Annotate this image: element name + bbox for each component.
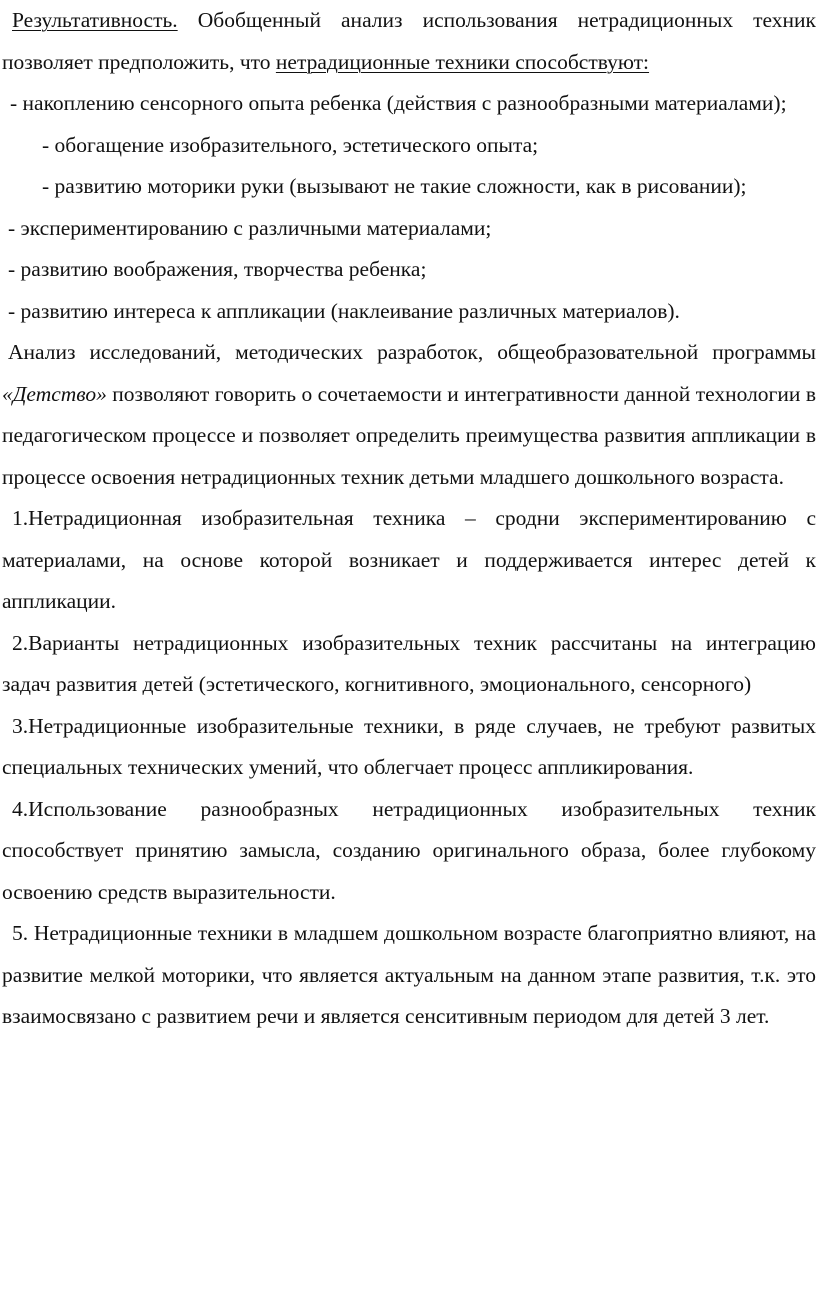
bullet-item: - развитию интереса к аппликации (наклеивание различных материалов). — [8, 298, 680, 323]
numbered-item: 2.Варианты нетрадиционных изобразительных техник рассчитаны на интеграцию задач развития детей (эстетического, когнитивного, эмоционального, сенсорного) — [2, 630, 816, 696]
numbered-item: 4.Использование разнообразных нетрадиционных изобразительных техник способствует принятию замысла, созданию оригинального образа, более глубокому освоению средств выразительности. — [2, 796, 816, 904]
numbered-item: 3.Нетрадиционные изобразительные техники, в ряде случаев, не требуют развитых специальных технических умений, что облегчает процесс аппликирования. — [2, 713, 816, 779]
results-heading: Результативность. — [12, 8, 178, 32]
program-name: «Детство» — [2, 381, 107, 406]
analysis-text-after: позволяют говорить о сочетаемости и интегративности данной технологии в педагогическом процессе и позволяет определить преимущества развития аппликации в процессе освоения нетрадиционных техник детьми младшего дошкольного возраста. — [2, 381, 816, 489]
intro-text: Обобщенный анализ использования нетрадиционных техник позволяет предположить, что — [2, 8, 816, 74]
underlined-clause: нетрадиционные техники способствуют: — [275, 49, 650, 74]
bullet-item: - обогащение изобразительного, эстетического опыта; — [42, 132, 539, 157]
bullet-item: - развитию воображения, творчества ребенка; — [8, 257, 427, 281]
bullet-item: - экспериментированию с различными материалами; — [8, 215, 492, 240]
numbered-item: 1.Нетрадиционная изобразительная техника – сродни экспериментированию с материалами, на основе которой возникает и поддерживается интерес детей к аппликации. — [2, 506, 816, 613]
analysis-text-before: Анализ исследований, методических разработок, общеобразовательной программы — [8, 340, 816, 364]
numbered-item: 5. Нетрадиционные техники в младшем дошкольном возрасте благоприятно влияют, на развитие мелкой моторики, что является актуальным на данном этапе развития, т.к. это взаимосвязано с развитием речи и является сенситивным периодом для детей 3 лет. — [2, 921, 816, 1028]
intro-paragraph — [2, 0, 816, 83]
bullet-item: - накоплению сенсорного опыта ребенка (действия с разнообразными материалами); — [10, 91, 787, 115]
bullet-item: - развитию моторики руки (вызывают не такие сложности, как в рисовании); — [42, 174, 747, 198]
analysis-paragraph — [2, 332, 816, 498]
